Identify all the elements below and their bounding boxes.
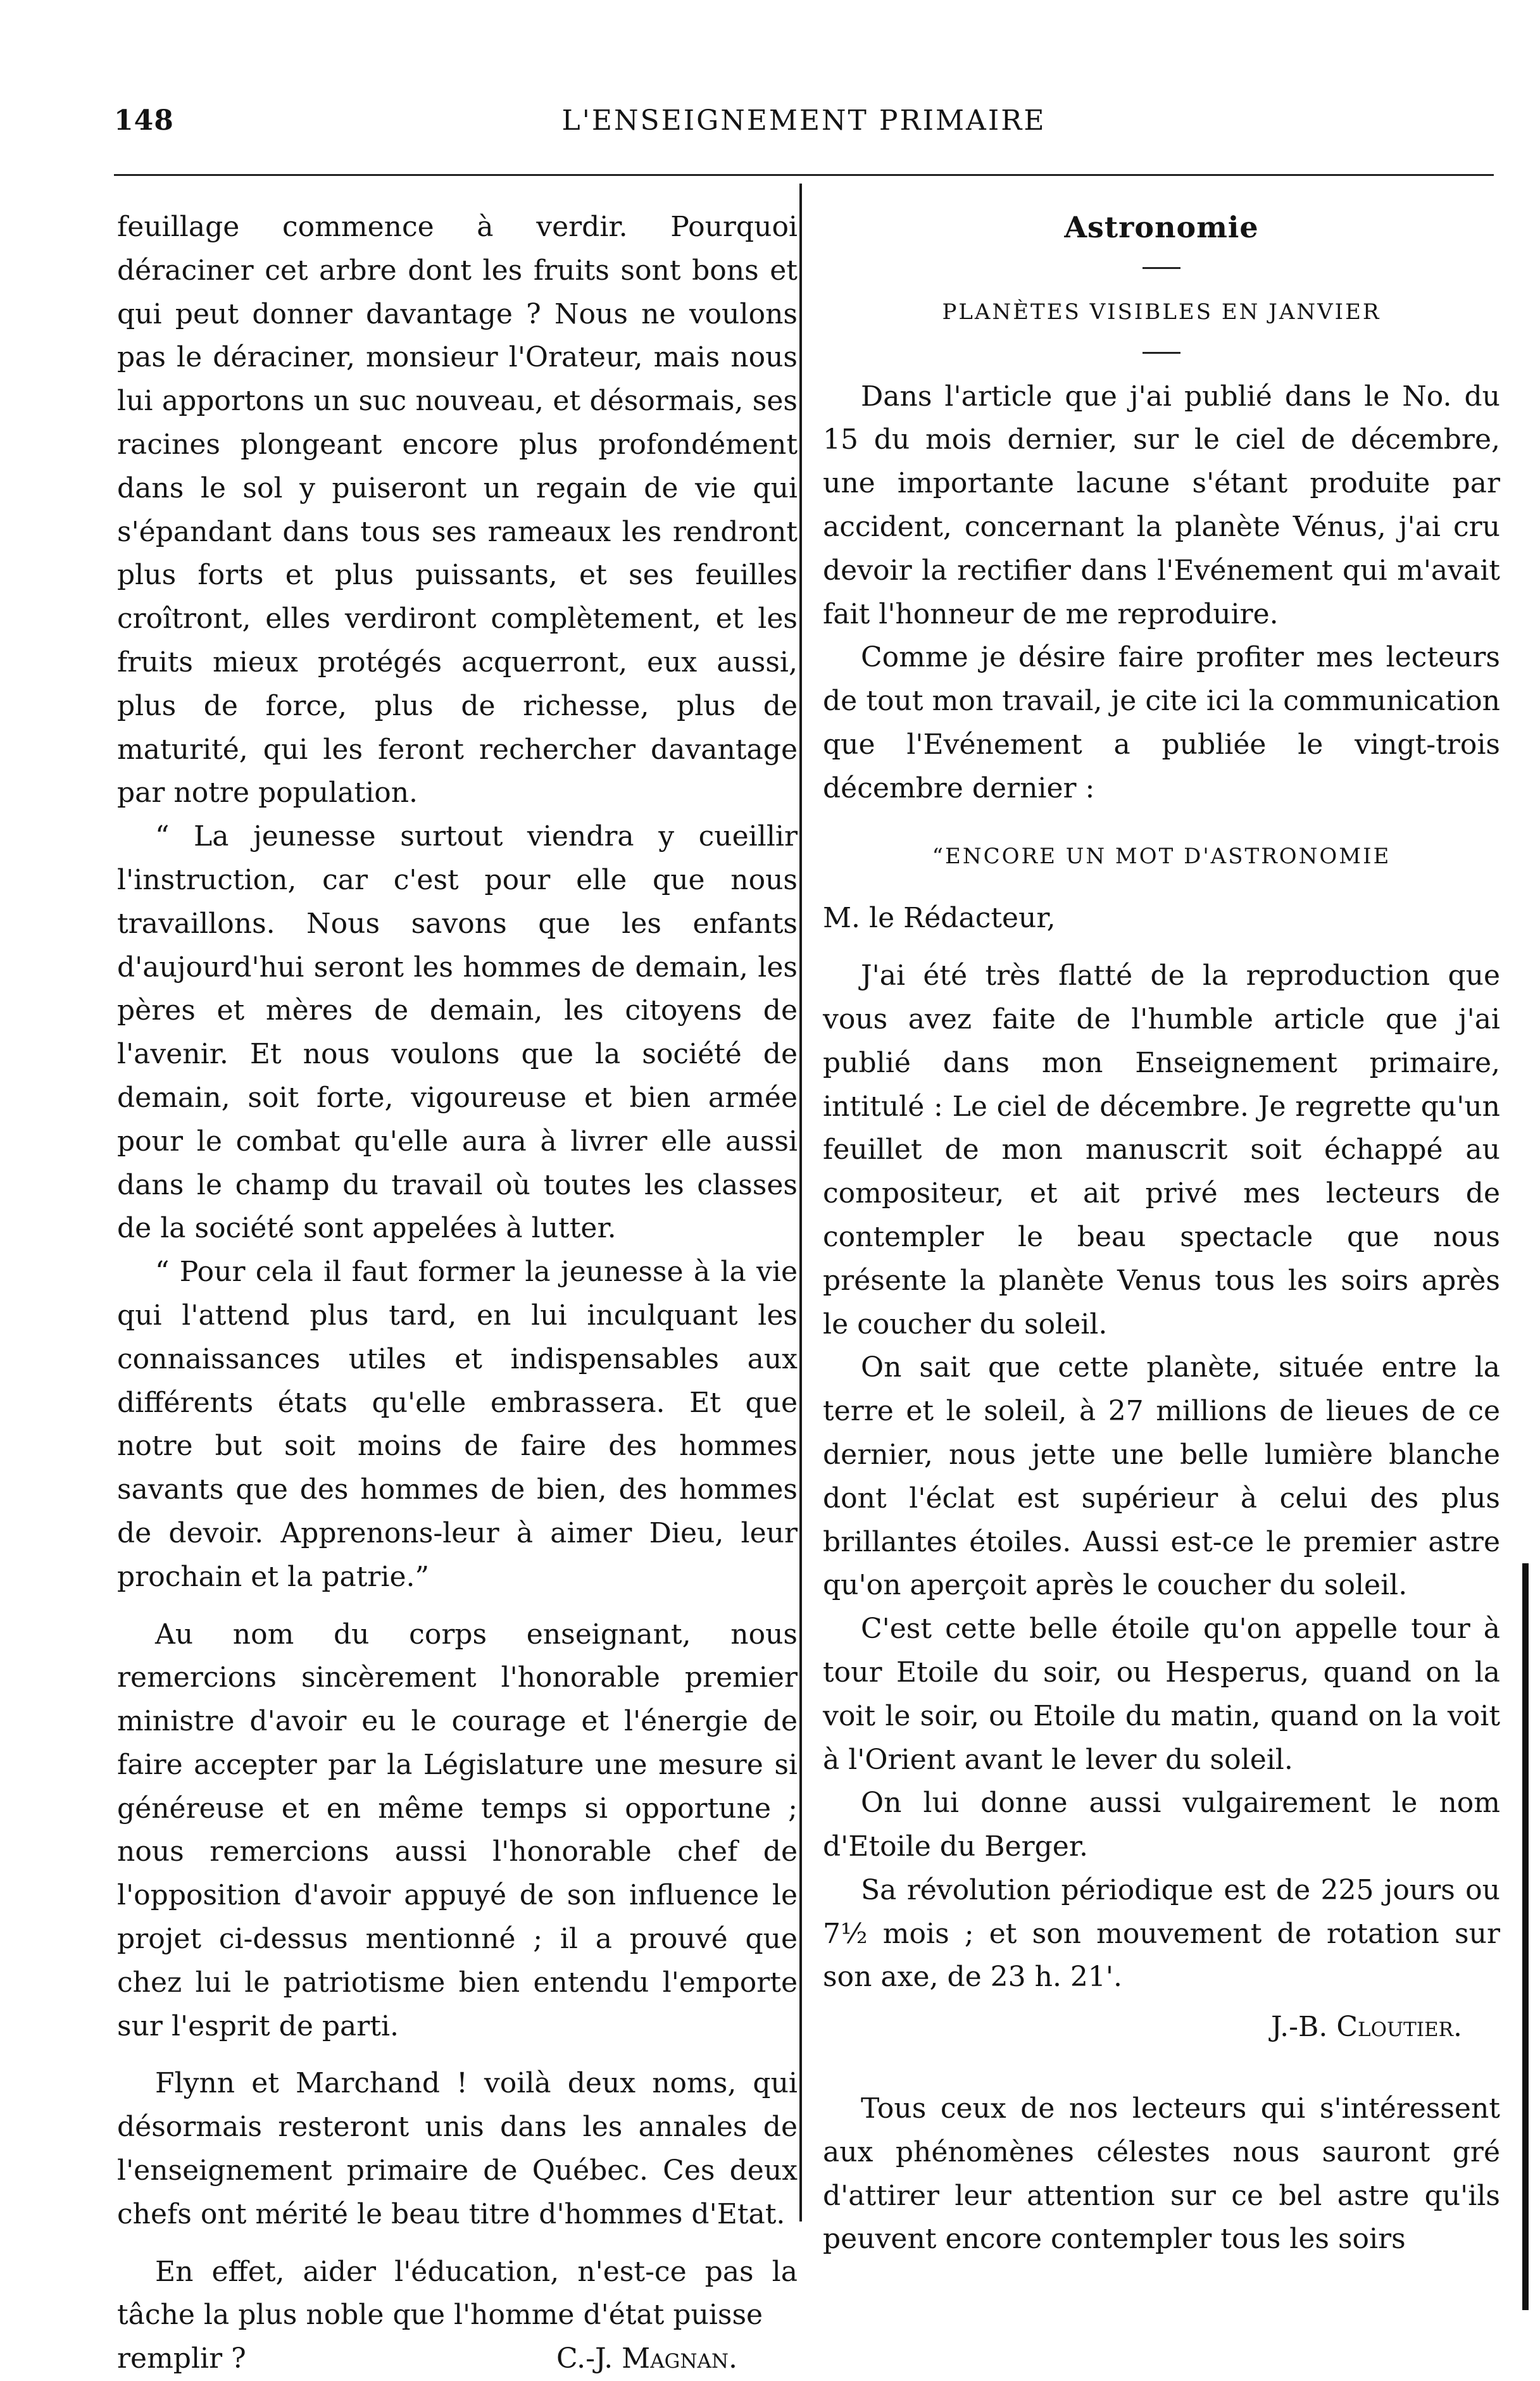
closing-paragraph: Tous ceux de nos lecteurs qui s'intéressent aux phénomènes célestes nous sauront gré d'attirer leur attention sur ce bel astre qu'ils peuvent encore contempler tous les soirs [823, 2092, 1500, 2256]
left-column [117, 206, 798, 2381]
section-title: Astronomie [1064, 210, 1259, 244]
letter-paragraph-5: Sa révolution périodique est de 225 jours ou 7½ mois ; et son mouvement de rotation sur son axe, de 23 h. 21'. [823, 1873, 1500, 1994]
letter-paragraph-2: On sait que cette planète, située entre la terre et le soleil, à 27 millions de lieues de ce dernier, nous jette une belle lumière blanche dont l'éclat est supérieur à celui des plus brillantes étoiles. Aussi est-ce le premier astre qu'on aperçoit après le coucher du soleil. [823, 1351, 1500, 1602]
page-edge-shadow [1522, 1563, 1529, 2310]
letter-salutation: M. le Rédacteur, [823, 902, 1056, 935]
author-signature: C.-J. Magnan. [556, 2342, 737, 2375]
column-divider [799, 184, 802, 2222]
section-subheading: PLANÈTES VISIBLES EN JANVIER [942, 299, 1381, 325]
left-paragraph-1: feuillage commence à verdir. Pourquoi déraciner cet arbre dont les fruits sont bons et qui peut donner davantage ? Nous ne voulons pas le déraciner, monsieur l'Orateur, mais nous lui apportons un suc nouveau, et désormais, ses racines plongeant encore plus profondément dans le sol y puiseront un regain de vie qui s'épandant dans tous ses rameaux les rendront plus forts et plus puissants, et ses feuilles croîtront, elles verdiront complètement, et les fruits mieux protégés acquerront, eux aussi, plus de force, plus de richesse, plus de maturité, qui les feront rechercher davantage par notre population. [117, 211, 798, 809]
left-paragraph-6: En effet, aider l'éducation, n'est-ce pas la tâche la plus noble que l'homme d'état puisse [117, 2255, 798, 2332]
quote-heading: “ENCORE UN MOT D'ASTRONOMIE [932, 843, 1391, 869]
page-number: 148 [114, 104, 174, 137]
subheading-dash [1142, 352, 1180, 354]
left-paragraph-3: “ Pour cela il faut former la jeunesse à la vie qui l'attend plus tard, en lui inculquant les connaissances utiles et indispensables aux différents états qu'elle embrassera. Et que notre but soit moins de faire des hommes savants que des hommes de bien, des hommes de devoir. Apprenons-leur à aimer Dieu, leur prochain et la patrie.” [117, 1256, 798, 1593]
left-signature-line [117, 2337, 798, 2381]
letter-signature: J.-B. Cloutier. [1270, 2011, 1462, 2044]
right-intro-paragraph-2: Comme je désire faire profiter mes lecteurs de tout mon travail, je cite ici la communication que l'Evénement a publiée le vingt-trois décembre dernier : [823, 641, 1500, 804]
running-title: L'ENSEIGNEMENT PRIMAIRE [561, 104, 1046, 137]
right-column [823, 206, 1500, 2261]
left-paragraph-5: Flynn et Marchand ! voilà deux noms, qui désormais resteront unis dans les annales de l'enseignement primaire de Québec. Ces deux chefs ont mérité le beau titre d'hommes d'Etat. [117, 2067, 798, 2230]
left-last-line: remplir ? [117, 2342, 246, 2375]
paragraph-spacer [823, 2049, 1500, 2087]
letter-paragraph-3: C'est cette belle étoile qu'on appelle tour à tour Etoile du soir, ou Hesperus, quand on la voit le soir, ou Etoile du matin, quand on la voit à l'Orient avant le lever du soleil. [823, 1613, 1500, 1776]
header-rule [114, 174, 1494, 176]
letter-paragraph-4: On lui donne aussi vulgairement le nom d'Etoile du Berger. [823, 1787, 1500, 1863]
page-header [114, 92, 1494, 142]
left-paragraph-4: Au nom du corps enseignant, nous remercions sincèrement l'honorable premier ministre d'avoir eu le courage et l'énergie de faire accepter par la Législature une mesure si généreuse et en même temps si opportune ; nous remercions aussi l'honorable chef de l'opposition d'avoir appuyé de son influence le projet ci-dessus mentionné ; il a prouvé que chez lui le patriotisme bien entendu l'emporte sur l'esprit de parti. [117, 1618, 798, 2042]
left-paragraph-2: “ La jeunesse surtout viendra y cueillir l'instruction, car c'est pour elle que nous travaillons. Nous savons que les enfants d'aujourd'hui seront les hommes de demain, les pères et mères de demain, les citoyens de l'avenir. Et nous voulons que la société de demain, soit forte, vigoureuse et bien armée pour le combat qu'elle aura à livrer elle aussi dans le champ du travail où toutes les classes de la société sont appelées à lutter. [117, 820, 798, 1245]
title-dash [1142, 267, 1180, 269]
right-intro-paragraph-1: Dans l'article que j'ai publié dans le No. du 15 du mois dernier, sur le ciel de décembre, une importante lacune s'étant produite par accident, concernant la planète Vénus, j'ai cru devoir la rectifier dans l'Evénement qui m'avait fait l'honneur de me reproduire. [823, 380, 1500, 630]
letter-paragraph-1: J'ai été très flatté de la reproduction que vous avez faite de l'humble article que j'ai publié dans mon Enseignement primaire, intitulé : Le ciel de décembre. Je regrette qu'un feuillet de mon manuscrit soit échappé au compositeur, et ait privé mes lecteurs de contempler le beau spectacle que nous présente la planète Venus tous les soirs après le coucher du soleil. [823, 959, 1500, 1340]
